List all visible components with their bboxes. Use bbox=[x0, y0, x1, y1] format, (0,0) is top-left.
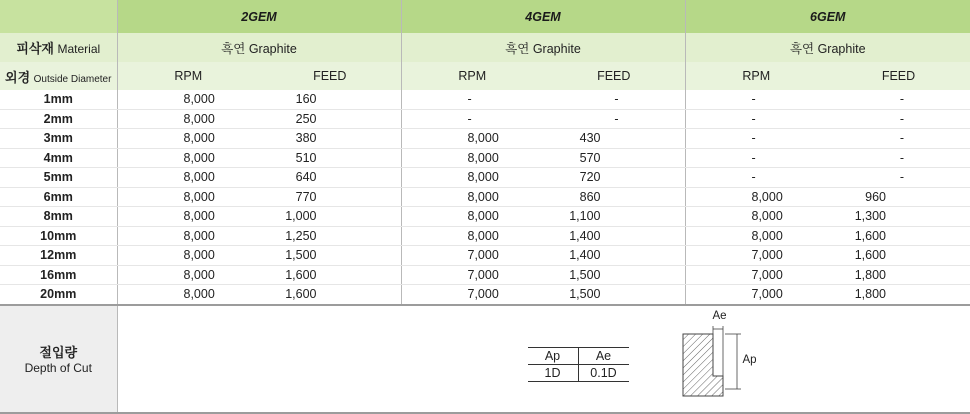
feed-2gem-cell: 1,000 bbox=[259, 207, 401, 227]
rpm-2gem-cell: 8,000 bbox=[117, 109, 259, 129]
data-rows bbox=[0, 90, 970, 305]
size-cell: 4mm bbox=[0, 148, 117, 168]
size-cell: 3mm bbox=[0, 129, 117, 149]
feed-2gem-cell: 640 bbox=[259, 168, 401, 188]
rpm-2gem-cell: 8,000 bbox=[117, 129, 259, 149]
od-label-ko: 외경 bbox=[5, 69, 31, 85]
rpm-4gem-cell: 7,000 bbox=[401, 285, 543, 305]
cutting-diagram-icon bbox=[673, 314, 773, 404]
table-row bbox=[0, 168, 970, 188]
rpm-4gem-cell: 7,000 bbox=[401, 265, 543, 285]
size-cell: 8mm bbox=[0, 207, 117, 227]
rpm-6gem-cell: 8,000 bbox=[685, 207, 827, 227]
rpm-2gem-cell: 8,000 bbox=[117, 226, 259, 246]
feed-2gem-cell: 770 bbox=[259, 187, 401, 207]
doc-header-ae: Ae bbox=[578, 347, 629, 364]
feed-4gem-cell: 1,500 bbox=[543, 285, 685, 305]
feed-header-6gem: FEED bbox=[827, 62, 970, 90]
table-row bbox=[0, 246, 970, 266]
header-4gem: 4GEM bbox=[401, 0, 685, 33]
table-row bbox=[0, 207, 970, 227]
feed-4gem-cell: - bbox=[543, 109, 685, 129]
rpm-6gem-cell: 7,000 bbox=[685, 285, 827, 305]
rpm-4gem-cell: - bbox=[401, 90, 543, 109]
feed-2gem-cell: 1,600 bbox=[259, 285, 401, 305]
table-row bbox=[0, 226, 970, 246]
feed-6gem-cell: - bbox=[827, 168, 970, 188]
size-cell: 10mm bbox=[0, 226, 117, 246]
doc-header-ap: Ap bbox=[528, 347, 579, 364]
feed-6gem-cell: - bbox=[827, 129, 970, 149]
depth-of-cut-row bbox=[0, 305, 970, 413]
doc-value-ap: 1D bbox=[528, 364, 579, 381]
rpm-6gem-cell: - bbox=[685, 129, 827, 149]
feed-6gem-cell: 1,300 bbox=[827, 207, 970, 227]
rpm-header-2gem: RPM bbox=[117, 62, 259, 90]
rpm-2gem-cell: 8,000 bbox=[117, 90, 259, 109]
feed-2gem-cell: 1,600 bbox=[259, 265, 401, 285]
feed-4gem-cell: 1,500 bbox=[543, 265, 685, 285]
feed-6gem-cell: 1,800 bbox=[827, 265, 970, 285]
doc-label-ko: 절입량 bbox=[39, 345, 78, 360]
feed-4gem-cell: 860 bbox=[543, 187, 685, 207]
feed-6gem-cell: 1,600 bbox=[827, 226, 970, 246]
material-row bbox=[0, 33, 970, 62]
material-label-en: Material bbox=[57, 42, 101, 56]
rpm-2gem-cell: 8,000 bbox=[117, 285, 259, 305]
table-row bbox=[0, 265, 970, 285]
feed-2gem-cell: 160 bbox=[259, 90, 401, 109]
size-cell: 1mm bbox=[0, 90, 117, 109]
depth-of-cut-content bbox=[117, 305, 970, 413]
rpm-4gem-cell: 8,000 bbox=[401, 187, 543, 207]
feed-2gem-cell: 1,500 bbox=[259, 246, 401, 266]
material-label-ko: 피삭재 bbox=[16, 41, 54, 56]
size-cell: 16mm bbox=[0, 265, 117, 285]
diagram-ae-label: Ae bbox=[712, 309, 727, 322]
rpm-4gem-cell: 8,000 bbox=[401, 129, 543, 149]
feed-4gem-cell: 720 bbox=[543, 168, 685, 188]
feed-2gem-cell: 380 bbox=[259, 129, 401, 149]
rpm-6gem-cell: - bbox=[685, 90, 827, 109]
header-row bbox=[0, 0, 970, 33]
size-cell: 6mm bbox=[0, 187, 117, 207]
feed-header-4gem: FEED bbox=[543, 62, 685, 90]
rpm-6gem-cell: 8,000 bbox=[685, 187, 827, 207]
size-cell: 5mm bbox=[0, 168, 117, 188]
rpm-2gem-cell: 8,000 bbox=[117, 168, 259, 188]
table-row bbox=[0, 148, 970, 168]
depth-of-cut-label bbox=[0, 305, 117, 413]
rpm-4gem-cell: 8,000 bbox=[401, 148, 543, 168]
rpm-2gem-cell: 8,000 bbox=[117, 187, 259, 207]
depth-of-cut-table bbox=[528, 347, 629, 382]
doc-value-ae: 0.1D bbox=[578, 364, 629, 381]
feed-header-2gem: FEED bbox=[259, 62, 401, 90]
feed-4gem-cell: - bbox=[543, 90, 685, 109]
feed-6gem-cell: 1,600 bbox=[827, 246, 970, 266]
table-row bbox=[0, 109, 970, 129]
rpm-4gem-cell: - bbox=[401, 109, 543, 129]
feed-2gem-cell: 1,250 bbox=[259, 226, 401, 246]
rpm-6gem-cell: - bbox=[685, 168, 827, 188]
rpm-2gem-cell: 8,000 bbox=[117, 265, 259, 285]
feed-6gem-cell: 960 bbox=[827, 187, 970, 207]
material-2gem: 흑연 Graphite bbox=[117, 33, 401, 62]
rpm-6gem-cell: - bbox=[685, 148, 827, 168]
rpm-6gem-cell: 7,000 bbox=[685, 265, 827, 285]
doc-label-en: Depth of Cut bbox=[24, 361, 92, 375]
feed-4gem-cell: 570 bbox=[543, 148, 685, 168]
header-2gem: 2GEM bbox=[117, 0, 401, 33]
od-label-en: Outside Diameter bbox=[33, 73, 112, 85]
size-cell: 2mm bbox=[0, 109, 117, 129]
feed-4gem-cell: 1,400 bbox=[543, 246, 685, 266]
feed-6gem-cell: - bbox=[827, 90, 970, 109]
size-cell: 12mm bbox=[0, 246, 117, 266]
feed-6gem-cell: - bbox=[827, 109, 970, 129]
table-row bbox=[0, 90, 970, 109]
material-label bbox=[0, 33, 117, 62]
feed-4gem-cell: 430 bbox=[543, 129, 685, 149]
material-4gem: 흑연 Graphite bbox=[401, 33, 685, 62]
header-corner bbox=[0, 0, 117, 33]
rpm-2gem-cell: 8,000 bbox=[117, 148, 259, 168]
feed-6gem-cell: 1,800 bbox=[827, 285, 970, 305]
feed-2gem-cell: 250 bbox=[259, 109, 401, 129]
table-row bbox=[0, 129, 970, 149]
outside-diameter-label bbox=[0, 62, 117, 90]
rpm-2gem-cell: 8,000 bbox=[117, 207, 259, 227]
feed-4gem-cell: 1,100 bbox=[543, 207, 685, 227]
diagram-ap-label: Ap bbox=[742, 353, 757, 366]
rpm-6gem-cell: 7,000 bbox=[685, 246, 827, 266]
size-cell: 20mm bbox=[0, 285, 117, 305]
table-row bbox=[0, 285, 970, 305]
table-row bbox=[0, 187, 970, 207]
rpm-4gem-cell: 8,000 bbox=[401, 207, 543, 227]
header-6gem: 6GEM bbox=[685, 0, 970, 33]
rpm-2gem-cell: 8,000 bbox=[117, 246, 259, 266]
rpm-4gem-cell: 8,000 bbox=[401, 226, 543, 246]
feed-2gem-cell: 510 bbox=[259, 148, 401, 168]
material-6gem: 흑연 Graphite bbox=[685, 33, 970, 62]
feed-6gem-cell: - bbox=[827, 148, 970, 168]
feed-4gem-cell: 1,400 bbox=[543, 226, 685, 246]
outside-diameter-row bbox=[0, 62, 970, 90]
depth-of-cut-diagram bbox=[673, 309, 773, 404]
rpm-6gem-cell: - bbox=[685, 109, 827, 129]
rpm-4gem-cell: 8,000 bbox=[401, 168, 543, 188]
rpm-6gem-cell: 8,000 bbox=[685, 226, 827, 246]
rpm-header-4gem: RPM bbox=[401, 62, 543, 90]
rpm-4gem-cell: 7,000 bbox=[401, 246, 543, 266]
rpm-header-6gem: RPM bbox=[685, 62, 827, 90]
